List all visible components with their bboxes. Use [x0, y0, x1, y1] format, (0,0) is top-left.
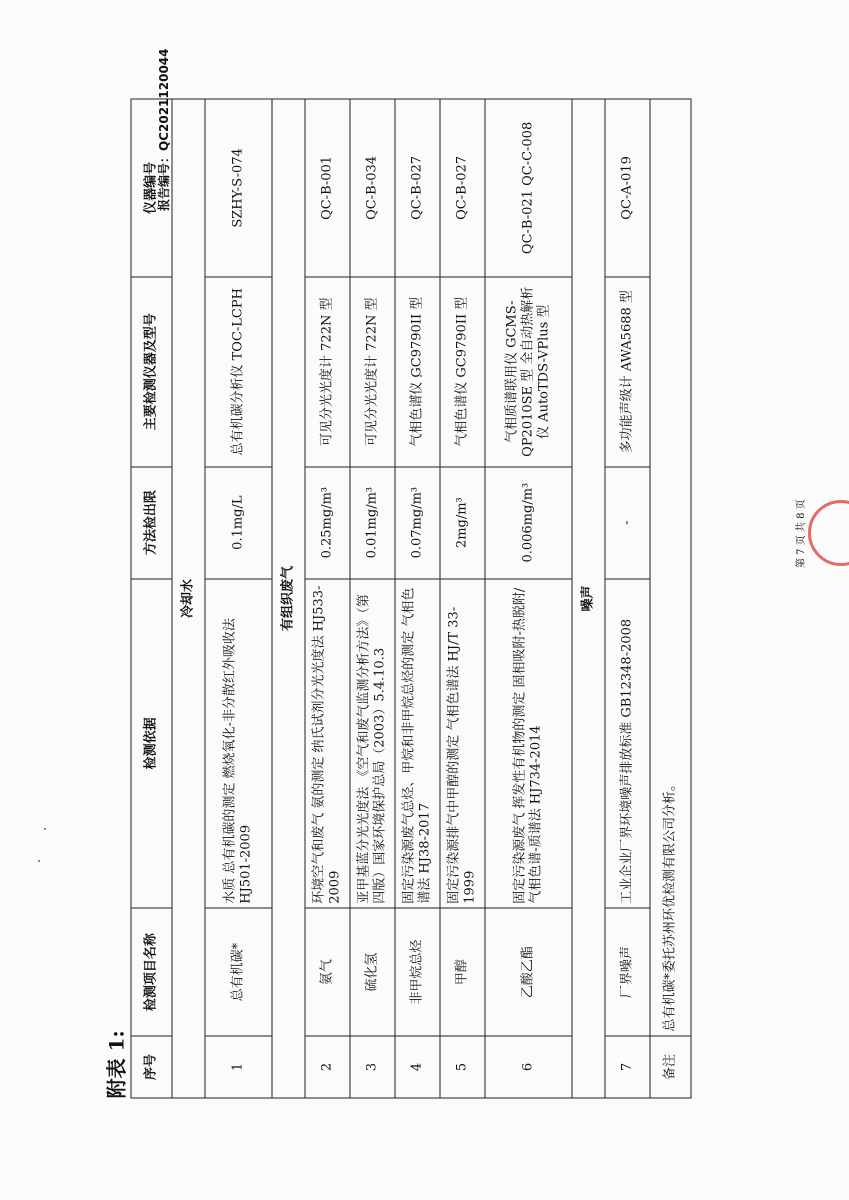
table-row: [395, 99, 440, 1098]
cell-item: 厂界噪声: [605, 908, 650, 1036]
cell-item: 硫化氢: [350, 908, 395, 1036]
cell-no: 3: [350, 1036, 395, 1098]
table-row: [605, 99, 650, 1098]
cell-basis: 水质 总有机碳的测定 燃烧氧化-非分散红外吸收法 HJ501-2009: [205, 579, 272, 909]
table-row: [485, 99, 572, 1098]
rotated-annex: [101, 99, 678, 1099]
cell-basis: 固定污染源废气 挥发性有机物的测定 固相吸附-热脱附/气相色谱-质谱法 HJ734-2014: [485, 579, 572, 909]
cell-instrument: 气相色谱仪 GC9790II 型: [440, 277, 485, 467]
cell-item: 甲醇: [440, 908, 485, 1036]
scan-speck: [44, 828, 46, 830]
section-organized-gas: 有组织废气: [272, 99, 305, 1098]
section-cooling-water: 冷却水: [172, 99, 205, 1098]
header-row: [131, 99, 172, 1098]
cell-basis: 固定污染源废气总烃、甲烷和非甲烷总烃的测定 气相色谱法 HJ38-2017: [395, 579, 440, 909]
cell-instrument: 总有机碳分析仪 TOC-LCPH: [205, 277, 272, 467]
table-row: [350, 99, 395, 1098]
cell-limit: -: [605, 467, 650, 579]
cell-instrument: 可见分光光度计 722N 型: [350, 277, 395, 467]
cell-basis: 工业企业厂界环境噪声排放标准 GB12348-2008: [605, 579, 650, 909]
cell-basis: 环境空气和废气 氨的测定 纳氏试剂分光光度法 HJ533-2009: [305, 579, 350, 909]
cell-basis: 亚甲基蓝分光光度法 《空气和废气监测分析方法》（第四版）国家环境保护总局（2003）5.4.10.3: [350, 579, 395, 909]
cell-item: 非甲烷总烃: [395, 908, 440, 1036]
header-basis: 检测依据: [131, 579, 172, 909]
report-number: 报告编号：QC2021120044: [157, 48, 171, 211]
note-row: [650, 99, 691, 1098]
cell-item: 总有机碳*: [205, 908, 272, 1036]
cell-instrument: 可见分光光度计 722N 型: [305, 277, 350, 467]
cell-no: 6: [485, 1036, 572, 1098]
table-row: [440, 99, 485, 1098]
table-row: [305, 99, 350, 1098]
cell-no: 5: [440, 1036, 485, 1098]
cell-code: QC-B-027: [440, 99, 485, 277]
cell-item: 氨气: [305, 908, 350, 1036]
section-row: [572, 99, 605, 1098]
cell-code: QC-B-027: [395, 99, 440, 277]
cell-limit: 0.25mg/m³: [305, 467, 350, 579]
cell-limit: 0.006mg/m³: [485, 467, 572, 579]
cell-limit: 0.1mg/L: [205, 467, 272, 579]
cell-limit: 0.07mg/m³: [395, 467, 440, 579]
header-limit: 方法检出限: [131, 467, 172, 579]
cell-limit: 0.01mg/m³: [350, 467, 395, 579]
company-stamp: [808, 500, 849, 566]
table-row: [205, 99, 272, 1098]
cell-instrument: 多功能声级计 AWA5688 型: [605, 277, 650, 467]
header-no: 序号: [131, 1036, 172, 1098]
cell-item: 乙酸乙酯: [485, 908, 572, 1036]
section-noise: 噪声: [572, 99, 605, 1098]
cell-instrument: 气相质谱联用仪 GCMS-QP2010SE 型 全自动热解析仪 AutoTDS-VPlus 型: [485, 277, 572, 467]
scan-speck: [38, 860, 40, 862]
detection-table: [131, 99, 692, 1099]
header-instrument: 主要检测仪器及型号: [131, 277, 172, 467]
cell-code: QC-B-034: [350, 99, 395, 277]
annex-title: 附表 1:: [104, 1030, 129, 1099]
section-row: [272, 99, 305, 1098]
cell-no: 4: [395, 1036, 440, 1098]
header-code: 仪器编号: [131, 99, 172, 277]
cell-code: QC-B-021 QC-C-008: [485, 99, 572, 277]
cell-no: 2: [305, 1036, 350, 1098]
header-item: 检测项目名称: [131, 908, 172, 1036]
cell-no: 7: [605, 1036, 650, 1098]
cell-no: 1: [205, 1036, 272, 1098]
section-row: [172, 99, 205, 1098]
cell-code: QC-A-019: [605, 99, 650, 277]
cell-code: QC-B-001: [305, 99, 350, 277]
note-label: 备注: [650, 1036, 691, 1098]
cell-basis: 固定污染源排气中甲醇的测定 气相色谱法 HJ/T 33-1999: [440, 579, 485, 909]
cell-limit: 2mg/m³: [440, 467, 485, 579]
cell-code: SZHY-S-074: [205, 99, 272, 277]
note-text: 总有机碳*委托苏州环优检测有限公司分析。: [650, 99, 691, 1036]
page-footer: 第 7 页 共 8 页: [796, 499, 807, 568]
cell-instrument: 气相色谱仪 GC9790II 型: [395, 277, 440, 467]
